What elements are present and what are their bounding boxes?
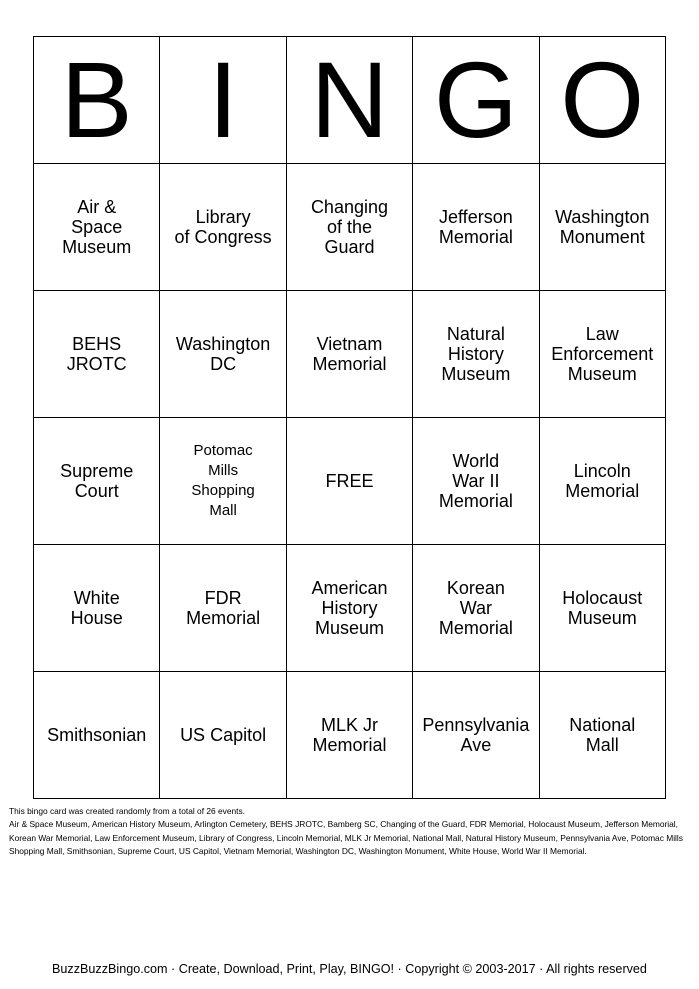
bingo-cell: Pennsylvania Ave: [413, 672, 539, 799]
card-notes: [9, 805, 691, 859]
header-letter: I: [160, 37, 286, 164]
bingo-cell: Supreme Court: [34, 418, 160, 545]
bingo-cell: MLK Jr Memorial: [286, 672, 412, 799]
bingo-cell: Air & Space Museum: [34, 164, 160, 291]
bingo-cell: FDR Memorial: [160, 545, 286, 672]
bingo-card: [33, 36, 666, 799]
bingo-cell: Holocaust Museum: [539, 545, 665, 672]
bingo-cell: Vietnam Memorial: [286, 291, 412, 418]
bingo-cell: Washington Monument: [539, 164, 665, 291]
bingo-header-row: [34, 37, 666, 164]
bingo-row: [34, 291, 666, 418]
free-space-cell: FREE: [286, 418, 412, 545]
bingo-cell: White House: [34, 545, 160, 672]
header-letter: G: [413, 37, 539, 164]
bingo-cell: BEHS JROTC: [34, 291, 160, 418]
bingo-cell: Lincoln Memorial: [539, 418, 665, 545]
bingo-cell: Library of Congress: [160, 164, 286, 291]
bingo-row: [34, 164, 666, 291]
bingo-row: [34, 418, 666, 545]
bingo-row: [34, 545, 666, 672]
site-footer: BuzzBuzzBingo.com · Create, Download, Print, Play, BINGO! · Copyright © 2003-2017 · All rights reserved: [52, 962, 647, 976]
bingo-cell: American History Museum: [286, 545, 412, 672]
notes-intro: This bingo card was created randomly from a total of 26 events.: [9, 806, 246, 816]
bingo-cell: US Capitol: [160, 672, 286, 799]
header-letter: O: [539, 37, 665, 164]
notes-event-list: Air & Space Museum, American History Museum, Arlington Cemetery, BEHS JROTC, Bamberg SC, Changing of the Guard, FDR Memorial, Holocaust Museum, Jefferson Memorial, Korean War Memorial, Law Enforcement Museum, Library of Congress, Lincoln Memorial, MLK Jr Memorial, National Mall, Natural History Museum, Pennsylvania Ave, Potomac Mills Shopping Mall, Smithsonian, Supreme Court, US Capitol, Vietnam Memorial, Washington DC, Washington Monument, White House, World War II Memorial.: [9, 819, 683, 857]
bingo-cell: Washington DC: [160, 291, 286, 418]
header-letter: B: [34, 37, 160, 164]
bingo-cell: Smithsonian: [34, 672, 160, 799]
header-letter: N: [286, 37, 412, 164]
bingo-cell: Potomac Mills Shopping Mall: [160, 418, 286, 545]
bingo-cell: Changing of the Guard: [286, 164, 412, 291]
bingo-cell: Natural History Museum: [413, 291, 539, 418]
bingo-row: [34, 672, 666, 799]
bingo-cell: World War II Memorial: [413, 418, 539, 545]
bingo-cell: National Mall: [539, 672, 665, 799]
bingo-cell: Jefferson Memorial: [413, 164, 539, 291]
bingo-cell: Korean War Memorial: [413, 545, 539, 672]
bingo-cell: Law Enforcement Museum: [539, 291, 665, 418]
